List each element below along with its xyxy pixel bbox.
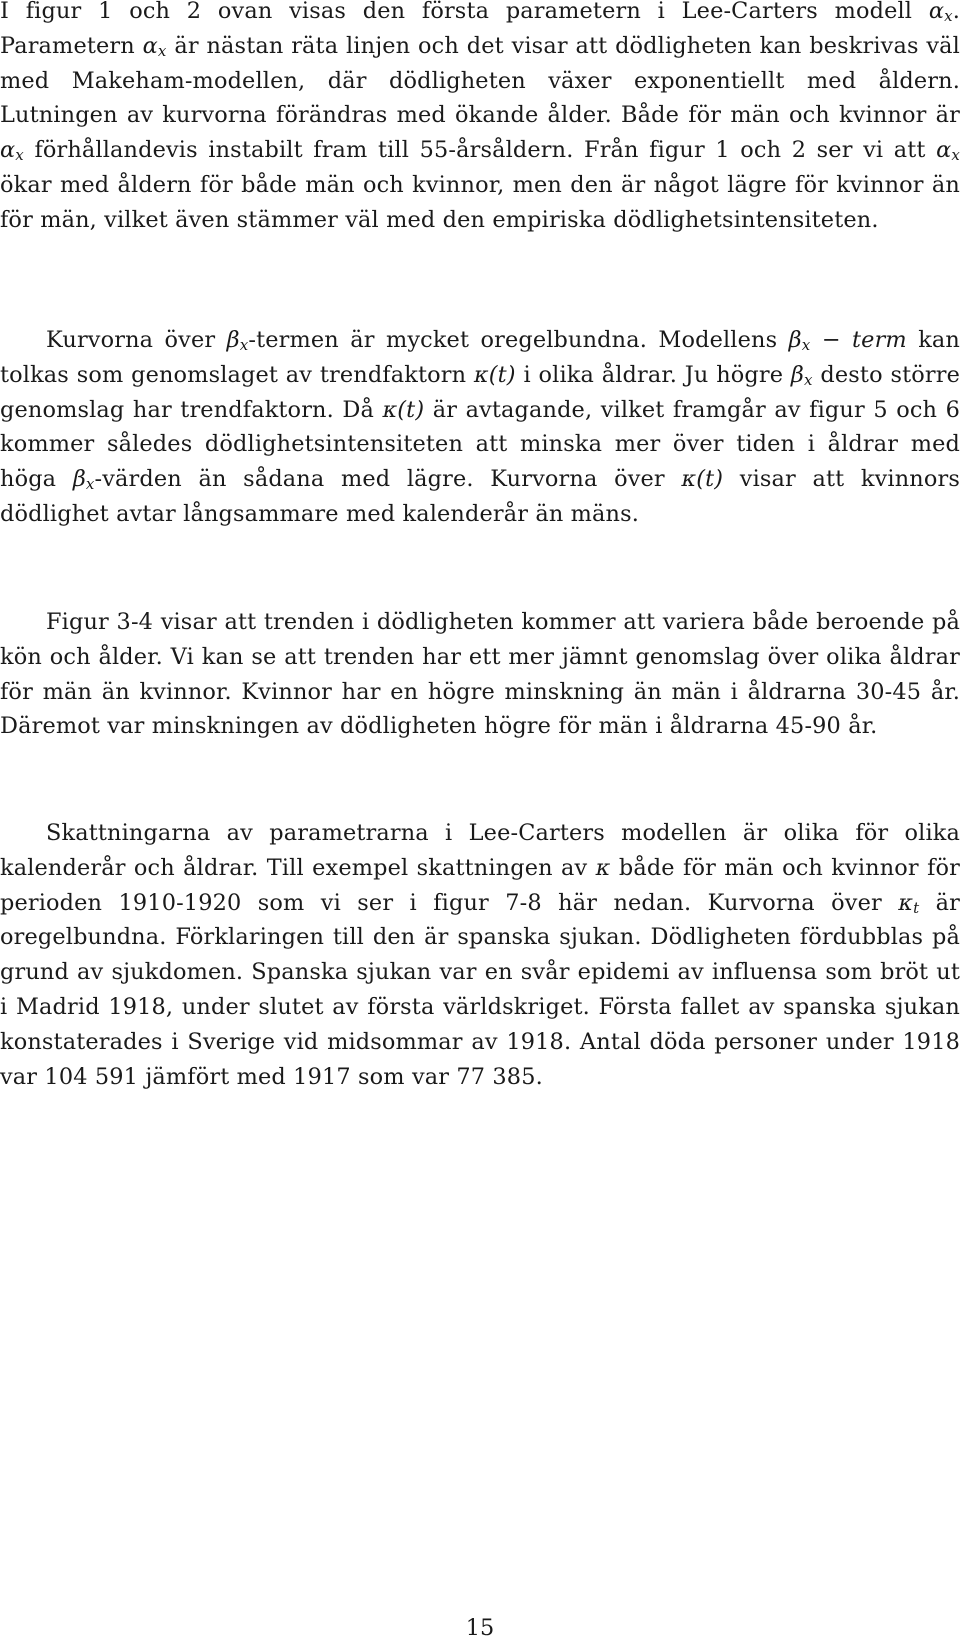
text-run: både för män och kvinnor för perioden 1910-1920 som vi ser i figur 7-8 här nedan. Kurvorna över (0, 854, 960, 916)
math-kappa-t: κ(t) (681, 466, 724, 493)
math-kappa-t: $\kappa_t$ (898, 889, 920, 917)
math-kappa: κ (595, 854, 611, 881)
math-alpha-x: $\alpha_x$ (142, 32, 167, 60)
text-run: -termen är mycket oregelbundna. Modellens (248, 327, 789, 353)
text-run: I figur 1 och 2 ovan visas den första parametern i Lee-Carters modell (0, 0, 929, 24)
text-run: i olika åldrar. Ju högre (515, 361, 791, 388)
math-beta-x: $\beta_x$ (72, 466, 95, 494)
paragraph-beta-term (0, 323, 960, 532)
math-beta-x: $\beta_x$ (790, 361, 813, 389)
text-run: är oregelbundna. Förklaringen till den är spanska sjukan. Dödligheten fördubblas på grund av sjukdomen. Spanska sjukan var en svår epidemi av influensa som bröt ut i Madrid 1918, under slutet av första världskriget. Första fallet av spanska sjukan konstaterades i Sverige vid midsommar av 1918. Antal döda personer under 1918 var 104 591 jämfört med 1917 som var 77 385. (0, 889, 960, 1090)
text-run: ökar med åldern för både män och kvinnor, men den är något lägre för kvinnor än för män, vilket även stämmer väl med den empiriska dödlighetsintensiteten. (0, 171, 960, 233)
paragraph-alpha-parameter (0, 0, 960, 238)
paragraph-trend-figures: Figur 3-4 visar att trenden i dödligheten kommer att variera både beroende på kön och ålder. Vi kan se att trenden har ett mer jämnt genomslag över olika åldrar för män än kvinnor. Kvinnor har en högre minskning än män i åldrarna 30-45 år. Däremot var minskningen av dödligheten högre för män i åldrarna 45-90 år. (0, 609, 960, 740)
math-alpha-x: $\alpha_x$ (936, 137, 960, 165)
text-run: visar att kvinnors dödlighet avtar långsammare med kalenderår än mäns. (0, 466, 960, 527)
text-run: kan tolkas som genomslaget av trendfaktorn (0, 327, 960, 388)
text-run: är nästan räta linjen och det visar att dödligheten kan beskrivas väl med Makeham-modellen, där dödligheten växer exponentiellt med åldern. Lutningen av kurvorna förändras med ökande ålder. Både för män och kvinnor är (0, 32, 960, 129)
text-run: förhållandevis instabilt fram till 55-årsåldern. Från figur 1 och 2 ser vi att (23, 137, 937, 164)
math-kappa-t: κ(t) (473, 361, 516, 388)
math-beta-x: $\beta_x$ (226, 327, 249, 354)
text-run: . Parametern (0, 0, 960, 59)
page-number: 15 (465, 1615, 495, 1641)
text-run: är avtagande, vilket framgår av figur 5 och 6 kommer således dödlighetsintensiteten att minska mer över tiden i åldrar med höga (0, 396, 960, 493)
math-beta-x-term: $\beta_x$ − term (788, 327, 907, 354)
text-run: desto större genomslag har trendfaktorn. Då (0, 361, 960, 423)
paragraph-spanish-flu (0, 816, 960, 1094)
text-run: Skattningarna av parametrarna i Lee-Carters modellen är olika för olika kalenderår och åldrar. Till exempel skattningen av (0, 820, 960, 881)
text-run: Kurvorna över (46, 327, 227, 353)
text-run: -värden än sådana med lägre. Kurvorna över (94, 466, 682, 493)
math-kappa-t: κ(t) (382, 396, 425, 423)
math-alpha-x: $\alpha_x$ (0, 137, 24, 165)
math-alpha-x: $\alpha_x$ (928, 0, 953, 25)
